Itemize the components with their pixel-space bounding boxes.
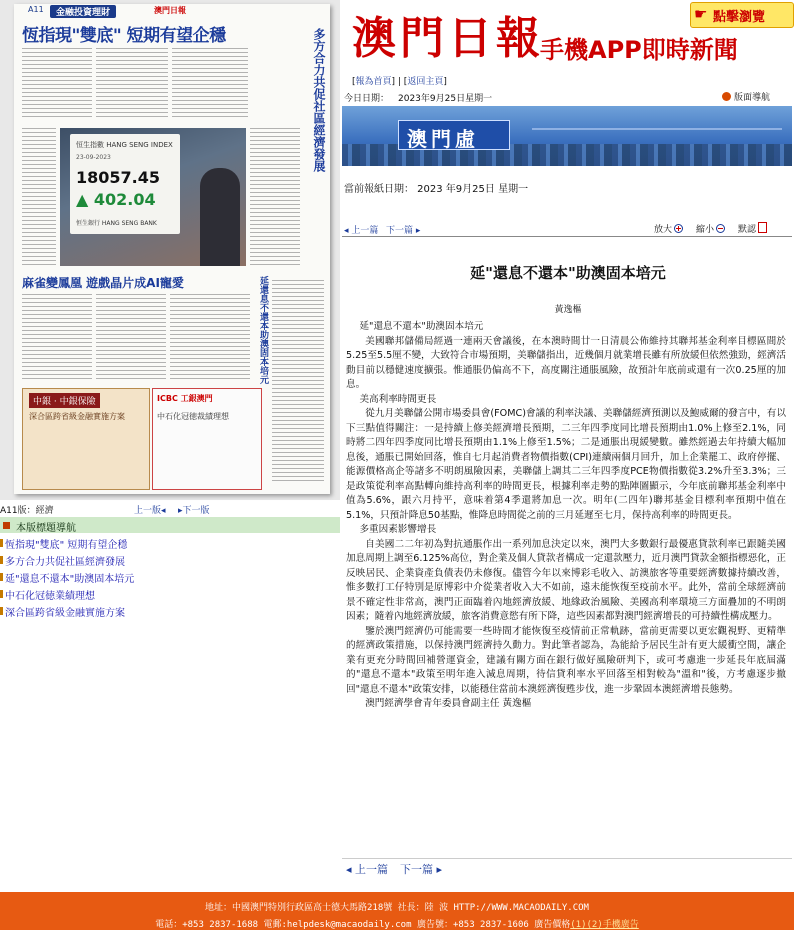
paper-ad-icbc xyxy=(152,388,262,490)
set-homepage-link[interactable]: 報為首頁 xyxy=(355,77,392,87)
toc-item-label: 恆指現"雙底" 短期有望企穩 xyxy=(5,540,128,551)
layout-nav-label: 版面導航 xyxy=(734,93,771,103)
prev-article-link[interactable]: ◂ 上一篇 xyxy=(344,226,379,236)
ad-boc-head: 中銀 · 中銀保險 xyxy=(29,393,100,408)
layout-nav-icon xyxy=(722,92,731,101)
toc-item-label: 多方合力共促社區經濟發展 xyxy=(5,557,125,568)
page-label: A11版：經濟 xyxy=(0,506,54,516)
macau-section-banner xyxy=(342,106,792,166)
paper-text-block xyxy=(272,280,324,482)
bullet-icon xyxy=(0,573,3,581)
index-board-bank: 恒生銀行 HANG SENG BANK xyxy=(76,220,157,227)
toc-header-square-icon xyxy=(3,522,10,529)
today-row xyxy=(342,90,794,104)
article-paragraph: 美國聯邦儲備局經過一連兩天會議後，在本澳時間廿一日清晨公佈維持其聯邦基金利率目標區間於5.25至5.5厘不變，大致符合市場預期，美聯儲指出，近幾個月就業增長雖有所放緩但依然強勁，經濟活動目前以穩健速度擴張。惟通脹仍偏高不下，高度關注通脹風險，故預計年底前或還有一次0.25厘的加息。 xyxy=(346,335,786,390)
paper-section-label: 金融投資理財 xyxy=(50,5,116,18)
banner-label: 澳門虛 xyxy=(407,127,479,151)
mobile-ad-link[interactable]: 手機廣告 xyxy=(602,920,639,930)
newspaper-page-thumbnail[interactable] xyxy=(0,0,340,500)
paper-text-block xyxy=(250,128,300,266)
bracket: [ xyxy=(352,77,356,87)
bottom-prev-article-link[interactable]: ◂ 上一篇 xyxy=(346,863,389,876)
toc-item[interactable] xyxy=(0,585,340,602)
article-author: 黃逸樞 xyxy=(554,305,582,315)
ad-price-link-1[interactable]: (1) xyxy=(570,920,587,930)
today-date: 2023年9月25日星期一 xyxy=(398,94,493,104)
footer-address: 地址：中國澳門特別行政區高士德大馬路218號 社長：陸 波 HTTP://WWW.MACAODAILY.COM xyxy=(205,903,589,913)
article-paragraph: 延"還息不還本"助澳固本培元 xyxy=(359,321,484,332)
footer-contact-text: 電話：+853 2837-1688 電郵:helpdesk@macaodaily.com 廣告號：+853 2837-1606 廣告價格 xyxy=(155,920,571,930)
paper-text-block xyxy=(172,48,248,120)
back-home-link[interactable]: 返回主頁 xyxy=(407,77,444,87)
paper-masthead: 澳門日報 xyxy=(154,6,186,15)
article-subheading: 多重因素影響增長 xyxy=(359,524,437,535)
article-subheading: 美高利率時間更長 xyxy=(359,393,437,405)
paper-vertical-subheadline: 延還息不還本助澳固本培元 xyxy=(258,276,268,384)
paper-header-strip xyxy=(14,4,330,18)
quick-links xyxy=(352,74,447,87)
current-paper-date: 當前報紙日期： 2023 年9月25日 星期一 xyxy=(344,184,529,195)
banner-plate xyxy=(398,120,510,150)
toc-header xyxy=(0,517,340,533)
index-board-title: 恒生指數 HANG SENG INDEX xyxy=(76,141,173,149)
bullet-icon xyxy=(0,607,3,615)
toc-item[interactable] xyxy=(0,568,340,585)
separator: ] | [ xyxy=(391,77,408,87)
bottom-article-nav xyxy=(342,858,792,877)
paper-text-block xyxy=(170,294,250,382)
toc-header-label: 本版標題導航 xyxy=(16,523,76,534)
paper-headline: 恆指現"雙底" 短期有望企穩 xyxy=(22,26,226,46)
toc-item[interactable] xyxy=(0,551,340,568)
prev-page-link[interactable]: 上一版◂ xyxy=(134,506,166,516)
zoom-in-label: 放大 xyxy=(654,225,673,235)
default-size-label: 默認 xyxy=(738,225,757,235)
banner-decoration xyxy=(532,128,782,130)
newspaper-page[interactable] xyxy=(14,4,330,494)
app-title: 手機APP即時新聞 xyxy=(540,36,738,64)
index-board-change: ▲ 402.04 xyxy=(76,190,156,209)
toc-item-label: 中石化冠徳業績理想 xyxy=(5,591,95,602)
zoom-in-button[interactable] xyxy=(654,222,683,235)
hang-seng-photo xyxy=(60,128,246,266)
next-article-link[interactable]: 下一篇 ▸ xyxy=(386,226,421,236)
toc-item-label: 深合區跨省級金融實施方案 xyxy=(5,608,125,619)
article-title: 延"還息不還本"助澳固本培元 xyxy=(470,264,666,282)
today-label: 今日日期： xyxy=(344,94,390,104)
page-nav-row xyxy=(0,503,340,517)
toc-item-label: 延"還息不還本"助澳固本培元 xyxy=(5,574,135,585)
photo-person xyxy=(200,168,240,266)
tap-browse-button[interactable] xyxy=(690,2,794,28)
article-toolbar xyxy=(342,222,792,237)
layout-nav-link[interactable] xyxy=(722,90,770,103)
toc-item[interactable] xyxy=(0,534,340,551)
tap-browse-label: 點擊瀏覽 xyxy=(713,10,766,25)
ad-boc-text: 深合區跨省級金融實施方案 xyxy=(29,412,125,421)
paper-ad-boc xyxy=(22,388,150,490)
bullet-icon xyxy=(0,590,3,598)
site-banner xyxy=(342,0,794,68)
ad-price-link-2[interactable]: (2) xyxy=(586,920,603,930)
article-paragraph: 自美國二二年初為對抗通脹作出一系列加息決定以來，澳門大多數銀行最優惠貸款利率已跟隨美國加息周期上調至6.125%高位，對企業及個人貸款者構成一定還款壓力，近月澳門貸款金額指標惡化，正反映居民、企業資產負債表仍未修復。儘管今年以來博彩毛收入、訪澳旅客等重要經濟數據持續改善，惟多數打工仔特別是原博彩中介從業者收入大不如前，遠未能恢復至疫前水平。此外，當前全球經濟前景不確定性非常高，澳門正面臨着內地經濟放緩、地緣政治風險、美國高利率環境三方面疊加的不明朗因素；隨着內地經濟放緩，旅客消費意慾有所下降，這些因素都對澳門經濟增長的可持續性構成壓力。 xyxy=(346,538,786,622)
article-signature: 澳門經濟學會青年委員會副主任 黃逸樞 xyxy=(365,698,532,709)
document-icon xyxy=(758,222,767,233)
index-board-value: 18057.45 xyxy=(76,168,161,187)
next-page-link[interactable]: ▸下一版 xyxy=(178,506,210,516)
paper-text-block xyxy=(22,48,92,120)
paper-page-number: A11 xyxy=(28,5,44,14)
zoom-out-icon xyxy=(716,224,725,233)
site-footer xyxy=(0,892,794,930)
bracket: ] xyxy=(443,77,447,87)
article-paragraph: 從九月美聯儲公開市場委員會(FOMC)會議的利率決議、美聯儲經濟預測以及鮑威爾的發言中，有以下三點值得關注：一是持續上修美經濟增長預期，二三年四季度同比增長預期由1.0%上修至2.1%，同時將二四年四季度同比增長預期由1.1%上修至1.5%；二是通脹出現緩變數。雖然經過去年持續大幅加息後，通脹已開始回落，惟自七月起消費者物價指數(CPI)連續兩個月回升，加上企業罷工、政府停擺、能源價格高企等諸多不明朗風險因素，美聯儲上調其二三年四季度PCE物價指數從3.2%升至3.3%；三是政策從利率高點轉向維持高利率的時間更長，根據利率走勢的點陣圖顯示，今年底前聯邦基金利率中值為5.6%，跟六月持平，意味着第4季還將加息一次。明年(二四年)聯邦基金目標利率預期中值在5.1%，只預計降息50基點，惟降息時間從之前的三月延遲至七月，保持高利率的時間更長。 xyxy=(346,408,786,521)
default-size-button[interactable] xyxy=(738,222,767,235)
left-column xyxy=(0,0,340,890)
bullet-icon xyxy=(0,539,3,547)
right-column xyxy=(342,0,794,890)
paper-text-block xyxy=(22,128,56,266)
hand-pointer-icon: ☛ xyxy=(694,5,708,23)
article-body xyxy=(346,320,786,712)
index-board xyxy=(70,134,180,234)
index-board-date: 23-09-2023 xyxy=(76,154,111,161)
zoom-out-label: 縮小 xyxy=(696,225,715,235)
paper-vertical-headline: 多方合力共促社區經濟發展 xyxy=(312,28,326,172)
brand-logo[interactable]: 澳門日報 xyxy=(352,13,544,64)
ad-icbc-text: 中石化冠徳裁績理想 xyxy=(157,412,229,421)
paper-text-block xyxy=(22,294,92,382)
paper-text-block xyxy=(96,294,166,382)
ad-icbc-head: ICBC 工銀澳門 xyxy=(157,394,213,403)
footer-contact xyxy=(0,917,794,930)
toc-item[interactable] xyxy=(0,602,340,619)
bottom-next-article-link[interactable]: 下一篇 ▸ xyxy=(400,863,443,876)
zoom-out-button[interactable] xyxy=(696,222,725,235)
paper-text-block xyxy=(96,48,168,120)
toc-list xyxy=(0,534,340,619)
zoom-in-icon xyxy=(674,224,683,233)
article-paragraph: 鑒於澳門經濟仍可能需要一些時間才能恢復至疫情前正常軌跡，當前更需要以更宏觀視野、更精準的經濟政策措施，以保持澳門經濟持久動力。對此筆者認為，為能給予居民生計有更大緩衝空間，讓企業有更充分時間回補營運資金，建議有關方面在銀行做好風險研判下，或可考慮進一步延長年底屆滿的"還息不還本"政策至明年進入減息周期，待信貸利率水平回落至相對較為"溫和"後，方考慮逐步撤回"還息不還本"政策安排，以能穩住當前本澳經濟復甦步伐，進一步鞏固本澳經濟增長態勢。 xyxy=(346,625,786,695)
paper-subheadline: 麻雀變鳳凰 遊戲晶片成AI寵愛 xyxy=(22,276,184,290)
bullet-icon xyxy=(0,556,3,564)
